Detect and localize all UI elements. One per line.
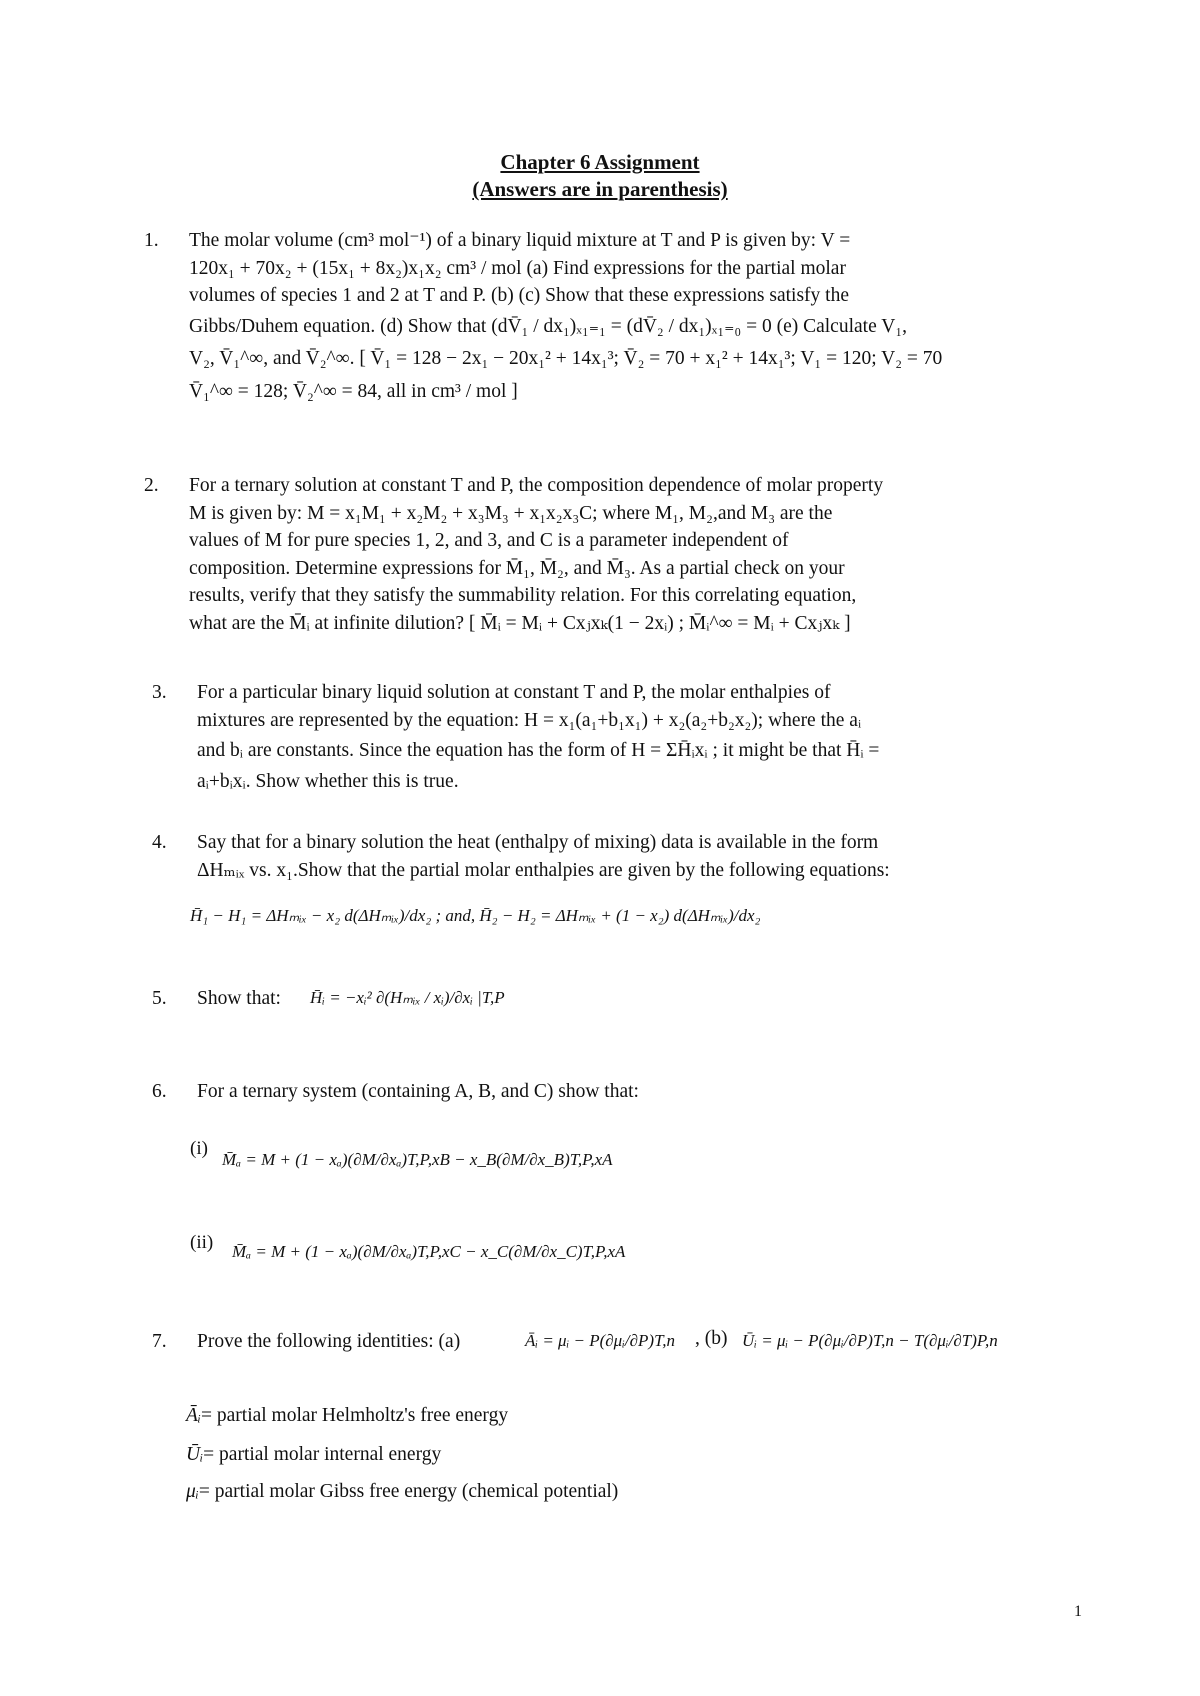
problem-number: 1. — [144, 230, 159, 251]
problem-6-part-label: (i) — [190, 1138, 208, 1159]
problem-line: M is given by: M = x₁M₁ + x₂M₂ + x₃M₃ + x₁x₂x₃C; where M₁, M₂,and M₃ are the — [189, 502, 833, 524]
problem-line: For a ternary solution at constant T and P, the composition dependence of molar property — [189, 475, 884, 496]
problem-line: Show that: — [197, 988, 281, 1009]
definition-chemical-potential: μᵢ= partial molar Gibss free energy (chemical potential) — [186, 1481, 619, 1502]
problem-number: 2. — [144, 475, 159, 496]
problem-1 — [144, 227, 1060, 407]
problem-line: values of M for pure species 1, 2, and 3, and C is a parameter independent of — [189, 530, 789, 551]
problem-2 — [144, 472, 1060, 642]
page-title: Chapter 6 Assignment — [500, 150, 700, 174]
problem-number: 7. — [152, 1331, 167, 1352]
problem-6 — [144, 1078, 1060, 1118]
problem-6-part-label: (ii) — [190, 1232, 214, 1253]
problem-line: volumes of species 1 and 2 at T and P. (b) (c) Show that these expressions satisfy the — [189, 285, 849, 306]
problem-line: what are the M̄ᵢ at infinite dilution? [ M̄ᵢ = Mᵢ + Cxⱼxₖ(1 − 2xᵢ) ; M̄ᵢ^∞ = Mᵢ + Cxⱼxₖ ] — [189, 612, 851, 634]
problem-7-equation-a: Āᵢ = μᵢ − P(∂μᵢ/∂P)T,n — [525, 1331, 676, 1350]
problem-number: 3. — [152, 682, 167, 703]
problem-line: The molar volume (cm³ mol⁻¹) of a binary liquid mixture at T and P is given by: V = — [189, 230, 851, 251]
problem-line: For a particular binary liquid solution at constant T and P, the molar enthalpies of — [197, 682, 831, 703]
problem-number: 6. — [152, 1081, 167, 1102]
problem-4-equation: H̄₁ − H₁ = ΔHₘᵢₓ − x₂ d(ΔHₘᵢₓ)/dx₂ ; and, H̄₂ − H₂ = ΔHₘᵢₓ + (1 − x₂) d(ΔHₘᵢₓ)/dx₂ — [190, 906, 761, 925]
definition-helmholtz: Āᵢ= partial molar Helmholtz's free energy — [186, 1405, 509, 1426]
problem-line: results, verify that they satisfy the summability relation. For this correlating equation, — [189, 585, 857, 606]
problem-line: 120x₁ + 70x₂ + (15x₁ + 8x₂)x₁x₂ cm³ / mol (a) Find expressions for the partial molar — [189, 257, 846, 279]
problem-line: Gibbs/Duhem equation. (d) Show that (dV̄₁ / dx₁)ₓ₁₌₁ = (dV̄₂ / dx₁)ₓ₁₌₀ = 0 (e) Calculate V₁, — [189, 315, 908, 337]
problem-number: 5. — [152, 988, 167, 1009]
page-subtitle: (Answers are in parenthesis) — [472, 177, 728, 201]
problem-7-equation-b: Ūᵢ = μᵢ − P(∂μᵢ/∂P)T,n − T(∂μᵢ/∂T)P,n — [742, 1331, 998, 1350]
problem-line: mixtures are represented by the equation: H = x₁(a₁+b₁x₁) + x₂(a₂+b₂x₂); where the aᵢ — [197, 709, 862, 731]
problem-5-equation: H̄ᵢ = −xᵢ² ∂(Hₘᵢₓ / xᵢ)/∂xᵢ |T,P — [310, 988, 505, 1007]
problem-line: and bᵢ are constants. Since the equation has the form of H = ΣH̄ᵢxᵢ ; it might be that H̄ᵢ = — [197, 740, 880, 761]
problem-line: V₂, V̄₁^∞, and V̄₂^∞. [ V̄₁ = 128 − 2x₁ − 20x₁² + 14x₁³; V̄₂ = 70 + x₁² + 14x₁³; V₁ = 120; V₂ = 70 — [189, 348, 943, 369]
problem-line: For a ternary system (containing A, B, and C) show that: — [197, 1081, 639, 1102]
problem-3 — [144, 679, 1060, 799]
problem-6-equation: M̄ₐ = M + (1 − xₐ)(∂M/∂xₐ)T,P,xC − x_C(∂M/∂x_C)T,P,xA — [232, 1242, 626, 1261]
problem-7-part-label: , (b) — [695, 1328, 728, 1349]
problem-line: composition. Determine expressions for M̄₁, M̄₂, and M̄₃. As a partial check on your — [189, 557, 845, 579]
problem-number: 4. — [152, 832, 167, 853]
problem-6-equation: M̄ₐ = M + (1 − xₐ)(∂M/∂xₐ)T,P,xB − x_B(∂M/∂x_B)T,P,xA — [222, 1150, 613, 1169]
page-number: 1 — [1074, 1603, 1082, 1620]
problem-line: aᵢ+bᵢxᵢ. Show whether this is true. — [197, 770, 459, 792]
problem-line: V̄₁^∞ = 128; V̄₂^∞ = 84, all in cm³ / mol ] — [189, 380, 518, 402]
definition-internal-energy: Ūᵢ= partial molar internal energy — [186, 1444, 442, 1465]
problem-line: Say that for a binary solution the heat (enthalpy of mixing) data is available in the form — [197, 832, 879, 853]
problem-line: Prove the following identities: (a) — [197, 1331, 461, 1352]
problem-line: ΔHₘᵢₓ vs. x₁.Show that the partial molar enthalpies are given by the following equations: — [197, 859, 890, 881]
problem-5 — [144, 985, 1060, 1025]
